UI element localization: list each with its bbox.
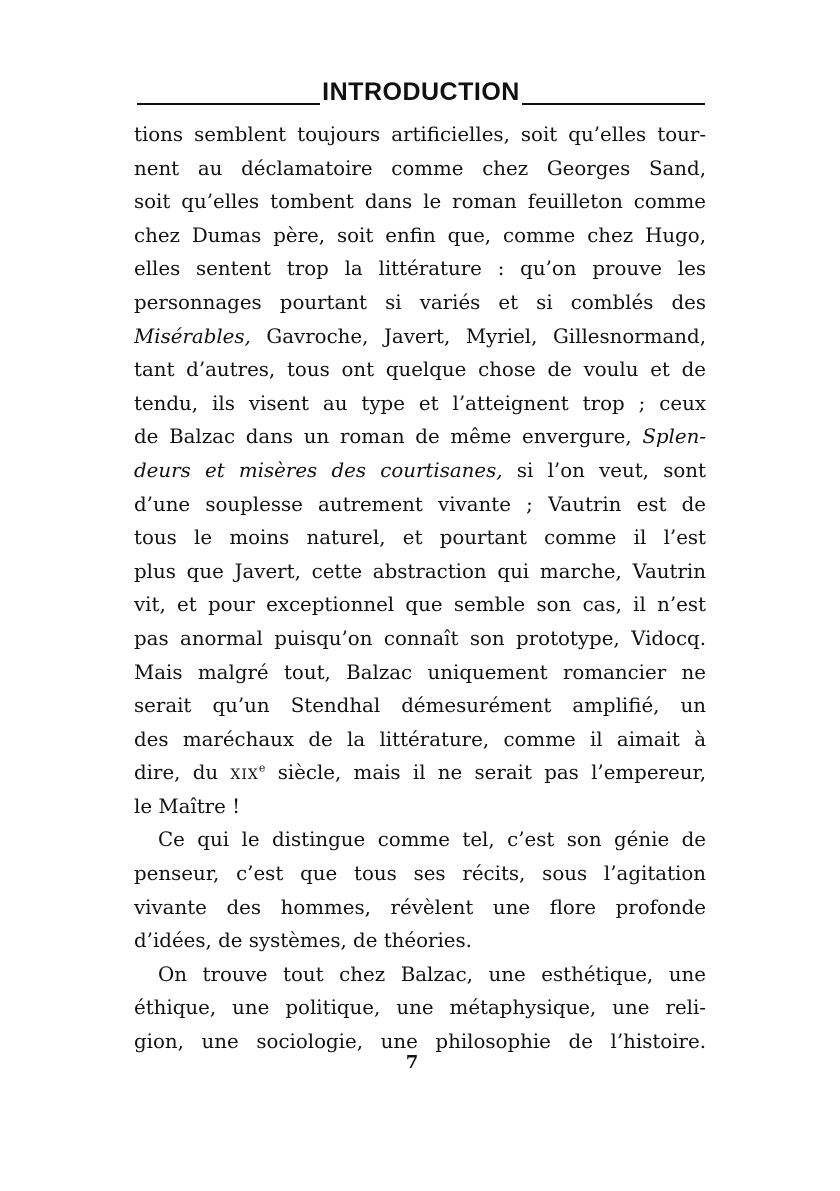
text-line: le Maître ! — [134, 794, 241, 818]
text-line — [134, 454, 706, 488]
text-line: tions semblent toujours artificielles, soit qu’elles tour- — [134, 123, 706, 146]
text-run: siècle, mais il ne serait pas l’empereur, — [265, 761, 706, 785]
page-header-title: INTRODUCTION — [322, 77, 520, 106]
text-line: chez Dumas père, soit enfin que, comme chez Hugo, — [134, 223, 706, 247]
text-line: tendu, ils visent au type et l’atteignent trop ; ceux — [134, 391, 706, 415]
text-line: d’idées, de systèmes, de théories. — [134, 929, 472, 953]
text-run: Gavroche, Javert, Myriel, Gillesnormand, — [250, 324, 706, 348]
text-line: vivante des hommes, révèlent une flore profonde — [134, 895, 706, 919]
italic-title: deurs et misères des courtisanes, — [134, 458, 503, 482]
text-line: penseur, c’est que tous ses récits, sous l’agitation — [134, 862, 706, 886]
text-line: elles sentent trop la littérature : qu’on prouve les — [134, 257, 706, 281]
text-run: si l’on veut, sont — [502, 458, 706, 482]
text-line — [134, 320, 706, 354]
text-line: serait qu’un Stendhal démesurément amplifié, un — [134, 694, 706, 718]
text-line: éthique, une politique, une métaphysique, une reli- — [134, 996, 706, 1020]
running-head — [137, 72, 705, 112]
text-line: nent au déclamatoire comme chez Georges Sand, — [134, 156, 706, 180]
text-line: d’une souplesse autrement vivante ; Vautrin est de — [134, 492, 706, 516]
text-line: soit qu’elles tombent dans le roman feuilleton comme — [134, 190, 706, 214]
text-line: personnages pourtant si variés et si comblés des — [134, 290, 706, 314]
text-line — [134, 420, 706, 454]
text-line: Mais malgré tout, Balzac uniquement romancier ne — [134, 660, 706, 684]
italic-title: Splen- — [642, 425, 706, 449]
header-rule-left — [137, 103, 320, 105]
text-line: gion, une sociologie, une philosophie de l’histoire. — [134, 1030, 706, 1054]
text-run: de Balzac dans un roman de même envergure, — [134, 425, 643, 449]
header-rule-right — [522, 103, 705, 105]
text-line: vit, et pour exceptionnel que semble son cas, il n’est — [134, 593, 706, 617]
text-line: tant d’autres, tous ont quelque chose de voulu et de — [134, 358, 706, 382]
body-text — [134, 118, 706, 1059]
text-line: tous le moins naturel, et pourtant comme il l’est — [134, 526, 706, 550]
page-number: 7 — [405, 1052, 419, 1073]
italic-title: Misérables, — [134, 324, 251, 348]
paragraph-start-line: Ce qui le distingue comme tel, c’est son génie de — [158, 828, 706, 852]
text-line: des maréchaux de la littérature, comme il aimait à — [134, 727, 706, 751]
text-line: plus que Javert, cette abstraction qui marche, Vautrin — [134, 559, 706, 583]
text-line — [134, 756, 706, 790]
century-numeral: xix — [230, 761, 259, 785]
text-run: dire, du — [134, 761, 231, 785]
superscript: e — [258, 761, 266, 775]
text-line: pas anormal puisqu’on connaît son prototype, Vidocq. — [134, 626, 706, 650]
paragraph-start-line: On trouve tout chez Balzac, une esthétique, une — [158, 962, 706, 986]
